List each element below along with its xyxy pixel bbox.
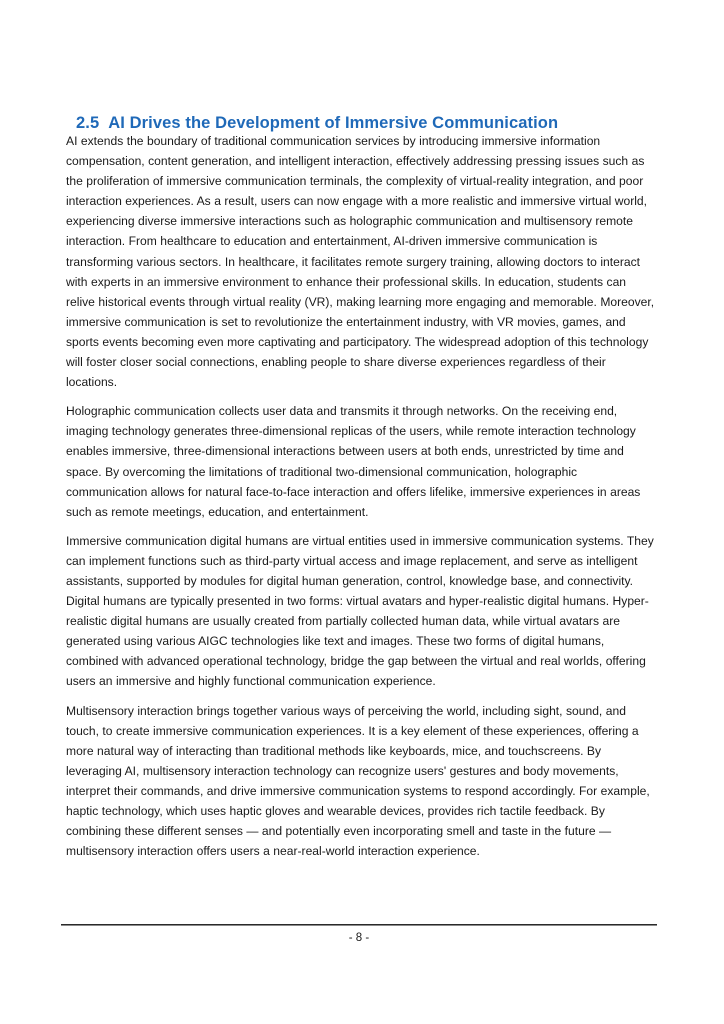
- section-number: 2.5: [76, 113, 100, 132]
- page-footer: [61, 924, 657, 944]
- body-text-block: [66, 131, 656, 861]
- footer-divider: [61, 924, 657, 926]
- paragraph-1: AI extends the boundary of traditional communication services by introducing immersive information compensation, content generation, and intelligent interaction, effectively addressing pressing issues such as the proliferation of immersive communication terminals, the complexity of virtual-reality integration, and poor interaction experiences. As a result, users can now engage with a more realistic and immersive virtual world, experiencing diverse immersive interactions such as holographic communication and multisensory remote interaction. From healthcare to education and entertainment, AI-driven immersive communication is transforming various sectors. In healthcare, it facilitates remote surgery training, allowing doctors to interact with experts in an immersive environment to enhance their professional skills. In education, students can relive historical events through virtual reality (VR), making learning more engaging and memorable. Moreover, immersive communication is set to revolutionize the entertainment industry, with VR movies, games, and sports events becoming even more captivating and participatory. The widespread adoption of this technology will foster closer social connections, enabling people to share diverse experiences regardless of their locations.: [66, 134, 655, 390]
- paragraph-3: Immersive communication digital humans are virtual entities used in immersive communication systems. They can implement functions such as third-party virtual access and image replacement, and serve as intelligent assistants, supported by modules for digital human generation, control, knowledge base, and connectivity. Digital humans are typically presented in two forms: virtual avatars and hyper-realistic digital humans. Hyper-realistic digital humans are usually created from partially collected human data, while virtual avatars are generated using various AIGC technologies like text and images. These two forms of digital humans, combined with advanced operational technology, bridge the gap between the virtual and real worlds, offering users an immersive and highly functional communication experience.: [66, 533, 654, 689]
- page-title: [76, 114, 656, 133]
- paragraph-2: Holographic communication collects user data and transmits it through networks. On the receiving end, imaging technology generates three-dimensional replicas of the users, while remote interaction technology enables immersive, three-dimensional interactions between users at both ends, unrestricted by time and space. By overcoming the limitations of traditional two-dimensional communication, holographic communication allows for natural face-to-face interaction and offers lifelike, immersive experiences in areas such as remote meetings, education, and entertainment.: [66, 404, 641, 519]
- page-number: - 8 -: [348, 932, 370, 944]
- section-title-text: AI Drives the Development of Immersive Communication: [108, 113, 559, 132]
- paragraph-4: Multisensory interaction brings together various ways of perceiving the world, including sight, sound, and touch, to create immersive communication experiences. It is a key element of these experiences, offering a more natural way of interacting than traditional methods like keyboards, mice, and touchscreens. By leveraging AI, multisensory interaction technology can recognize users' gestures and body movements, interpret their commands, and drive immersive communication systems to respond accordingly. For example, haptic technology, which uses haptic gloves and wearable devices, provides rich tactile feedback. By combining these different senses — and potentially even incorporating smell and taste in the future — multisensory interaction offers users a near-real-world interaction experience.: [66, 703, 650, 859]
